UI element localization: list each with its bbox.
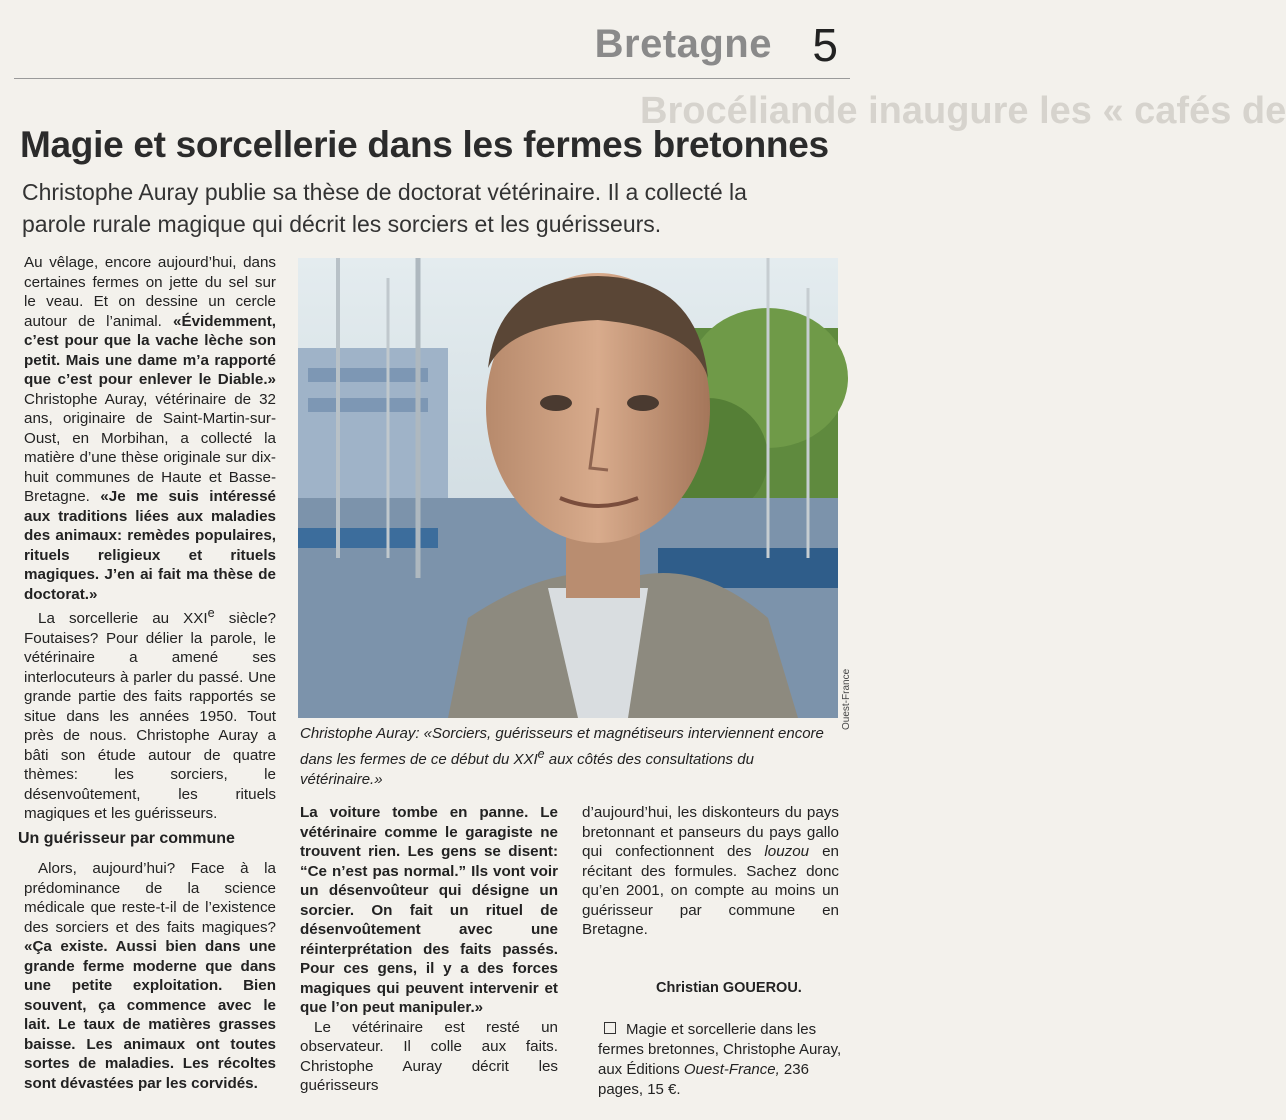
paragraph-4	[300, 803, 558, 1018]
paragraph-5	[300, 1018, 558, 1096]
portrait-photo	[298, 258, 838, 718]
quote-run: «Évidemment, c’est pour que la vache lèche son petit. Mais une dame m’a rapporté que c’est pour enlever le Diable.»	[24, 312, 276, 388]
text-run: Christophe Auray, vétérinaire de 32 ans, originaire de Saint-Martin-sur-Oust, en Morbihan, a collecté la matière d’une thèse originale sur dix-huit communes de Haute et Basse-Bretagne.	[24, 390, 276, 505]
bleed-through-text: Brocéliande inaugure les « cafés de	[640, 90, 1286, 132]
article-column-1-continued	[24, 859, 276, 1093]
text-run: Le vétérinaire est resté un observateur. Il colle aux faits. Christophe Auray décrit les guérisseurs	[300, 1018, 558, 1094]
article-column-2	[300, 803, 558, 1096]
superscript: e	[537, 747, 545, 761]
text-run: Au vêlage, encore aujourd’hui, dans certaines fermes on jette du sel sur le veau. Et on dessine un cercle autour de l’animal.	[24, 254, 276, 330]
square-bullet-icon	[604, 1022, 616, 1034]
page-number: 5	[812, 19, 838, 71]
book-text: 236 pages, 15 €.	[598, 1061, 809, 1098]
superscript: e	[207, 606, 215, 620]
article-column-3	[582, 803, 839, 940]
photo-caption	[300, 724, 840, 790]
subheading: Un guérisseur par commune	[18, 830, 235, 847]
book-reference	[598, 1020, 842, 1100]
article-column-1	[24, 253, 276, 824]
text-run: Alors, aujourd’hui? Face à la prédominance de la science médicale que reste-t-il de l’existence des sorciers et des faits magiques?	[24, 860, 276, 936]
text-run: d’aujourd’hui, les diskonteurs du pays bretonnant et panseurs du pays gallo qui confectionnent des	[582, 804, 839, 860]
quote-run: La voiture tombe en panne. Le vétérinaire comme le garagiste ne trouvent rien. Les gens se disent: “Ce n’est pas normal.” Ils vont voir un désenvoûteur qui désigne un sorcier. On fait un rituel de désenvoûtement avec une réinterprétation des faits passés. Pour ces gens, il y a des forces magiques qui peuvent intervenir et que l’on peut manipuler.»	[300, 804, 558, 1016]
standfirst: Christophe Auray publie sa thèse de doctorat vétérinaire. Il a collecté la parole rurale magique qui décrit les sorciers et les guérisseurs.	[22, 179, 747, 237]
paragraph-2	[24, 604, 276, 824]
text-run: La sorcellerie au XXI	[38, 610, 208, 628]
section-title: Bretagne	[594, 22, 772, 66]
caption-text: Christophe Auray: «Sorciers, guérisseurs et magnétiseurs interviennent encore dans les fermes de ce début du XXI	[300, 725, 824, 768]
italic-run: louzou	[764, 843, 810, 860]
book-text: Magie et sorcellerie dans les fermes bretonnes, Christophe Auray, aux Éditions	[598, 1021, 842, 1078]
text-run: en récitant des formules. Sachez donc qu’en 2001, on compte au moins un guérisseur par commune en Bretagne.	[582, 843, 839, 938]
byline: Christian GOUEROU.	[656, 980, 802, 996]
photo-credit: Ouest-France	[841, 668, 852, 730]
header-rule	[14, 78, 850, 79]
publisher-name: Ouest-France,	[683, 1061, 780, 1078]
headline: Magie et sorcellerie dans les fermes bretonnes	[20, 124, 829, 165]
quote-run: «Je me suis intéressé aux traditions liées aux maladies des animaux: remèdes populaires, rituels religieux et rituels magiques. J’en ai fait ma thèse de doctorat.»	[24, 488, 276, 603]
text-run: siècle? Foutaises? Pour délier la parole, le vétérinaire a amené ses interlocuteurs à parler du passé. Une grande partie des faits rapportés se situe dans les années 1950. Tout près de nous. Christophe Auray a bâti son étude autour de quatre thèmes: les sorciers, le désenvoûtement, les rituels magiques et les guérisseurs.	[24, 610, 276, 823]
paragraph-1	[24, 253, 276, 604]
caption-text: aux côtés des consultations du vétérinaire.»	[300, 751, 754, 788]
paragraph-6	[582, 803, 839, 940]
photo-illustration	[298, 258, 838, 718]
quote-run: «Ça existe. Aussi bien dans une grande ferme moderne que dans une petite exploitation. Bien souvent, ça commence avec le lait. Le taux de matières grasses baisse. Les animaux ont toutes sortes de maladies. Les récoltes sont dévastées par les corvidés.	[24, 938, 276, 1092]
paragraph-3	[24, 859, 276, 1093]
